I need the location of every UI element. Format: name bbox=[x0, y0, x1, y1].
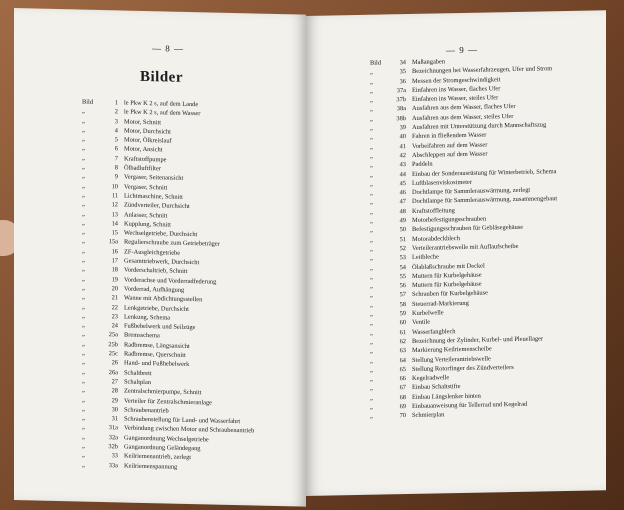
item-prefix: „ bbox=[370, 96, 373, 104]
item-prefix: „ bbox=[370, 329, 373, 337]
figure-number: 4 bbox=[114, 127, 118, 135]
figure-caption: Lenkgetriebe, Durchsicht bbox=[124, 304, 189, 313]
item-prefix: Bild bbox=[82, 98, 94, 106]
item-prefix: „ bbox=[82, 461, 85, 469]
item-prefix: „ bbox=[82, 312, 85, 320]
figure-caption: ZF-Ausgleichgetriebe bbox=[124, 248, 181, 257]
figure-caption: Leitbleche bbox=[412, 253, 439, 262]
item-prefix: „ bbox=[370, 106, 373, 114]
page-number: — 8 — bbox=[152, 43, 184, 54]
figure-number: 46 bbox=[399, 189, 406, 197]
figure-caption: le Pkw K 2 s, auf dem Wasser bbox=[124, 108, 201, 118]
figure-caption: Ölbadluftfilter bbox=[124, 164, 161, 173]
figure-number: 61 bbox=[399, 328, 406, 336]
figure-caption: Wasserfangblech bbox=[412, 327, 456, 336]
item-prefix: „ bbox=[370, 403, 373, 411]
figure-number: 27 bbox=[111, 378, 118, 386]
figure-caption: Kurbelwelle bbox=[412, 309, 444, 317]
figure-caption: Abschleppen auf dem Wasser bbox=[412, 150, 488, 159]
item-prefix: „ bbox=[82, 210, 85, 218]
figure-number: 51 bbox=[399, 235, 406, 243]
item-prefix: „ bbox=[82, 451, 85, 459]
item-prefix: „ bbox=[370, 273, 373, 281]
figure-caption: Ausfahren aus dem Wasser, steiles Ufer bbox=[412, 112, 514, 122]
item-prefix: „ bbox=[82, 191, 85, 199]
item-prefix: „ bbox=[370, 292, 373, 300]
page-number: — 9 — bbox=[446, 44, 478, 56]
figure-number: 10 bbox=[111, 182, 118, 191]
item-prefix: „ bbox=[82, 396, 85, 404]
figure-caption: Vorbeifahren auf dem Wasser bbox=[412, 141, 488, 150]
item-prefix: „ bbox=[82, 182, 85, 190]
figure-number: 55 bbox=[399, 272, 406, 281]
figure-number: 49 bbox=[399, 217, 406, 225]
item-prefix: „ bbox=[82, 172, 85, 180]
figure-caption: Markierung Keilriemenscheibe bbox=[412, 345, 492, 355]
figure-caption: Wanne mit Abdichtungsstellen bbox=[124, 294, 203, 304]
figure-number: 25a bbox=[108, 331, 118, 339]
item-prefix: „ bbox=[370, 254, 373, 263]
figure-number: 19 bbox=[111, 275, 118, 284]
figure-number: 12 bbox=[111, 201, 118, 209]
figure-number: 11 bbox=[111, 192, 118, 200]
item-prefix: „ bbox=[370, 143, 373, 151]
figure-number: 25c bbox=[108, 350, 118, 358]
figure-number: 53 bbox=[399, 254, 406, 262]
figure-list bbox=[82, 98, 292, 475]
item-prefix: „ bbox=[82, 247, 85, 255]
figure-caption: Kraftstoffpumpe bbox=[124, 155, 167, 164]
figure-number: 31 bbox=[111, 415, 118, 423]
item-prefix: „ bbox=[82, 126, 85, 134]
figure-number: 8 bbox=[114, 164, 118, 172]
figure-number: 38b bbox=[396, 114, 406, 123]
figure-caption: Ausfahren aus dem Wasser, flaches Ufer bbox=[412, 103, 516, 113]
figure-number: 14 bbox=[111, 220, 118, 228]
item-prefix: „ bbox=[370, 338, 373, 346]
item-prefix: „ bbox=[82, 265, 85, 273]
item-prefix: „ bbox=[82, 135, 85, 143]
item-prefix: „ bbox=[82, 154, 85, 162]
figure-caption: Kraftstoffleitung bbox=[412, 206, 455, 215]
figure-caption: Einbau der Sonderausrüstung für Winterbetrieb, Schema bbox=[412, 167, 557, 178]
figure-number: 69 bbox=[399, 403, 406, 411]
figure-caption: Ventile bbox=[412, 318, 431, 327]
item-prefix: „ bbox=[82, 163, 85, 171]
figure-caption: Einfahren ins Wasser, flaches Ufer bbox=[412, 85, 501, 94]
figure-caption: Stellung Verteilerantriebswelle bbox=[412, 354, 491, 364]
item-prefix: „ bbox=[82, 256, 85, 264]
figure-number: 22 bbox=[111, 303, 118, 311]
figure-caption: Motor, Schnitt bbox=[124, 118, 162, 126]
item-prefix: „ bbox=[370, 394, 373, 402]
figure-caption: Radbremse, Querschnitt bbox=[124, 350, 186, 359]
figure-caption: Maßangaben bbox=[412, 58, 446, 66]
figure-number: 34 bbox=[399, 59, 406, 67]
right-page bbox=[306, 10, 606, 496]
figure-number: 2 bbox=[114, 108, 118, 116]
figure-caption: Kegelradwelle bbox=[412, 374, 450, 383]
item-prefix: „ bbox=[370, 375, 373, 383]
figure-number: 41 bbox=[399, 142, 406, 150]
figure-caption: le Pkw K 2 s, auf dem Lande bbox=[124, 99, 199, 109]
figure-number: 15a bbox=[108, 238, 118, 246]
item-prefix: „ bbox=[82, 405, 85, 413]
figure-number: 37b bbox=[396, 96, 406, 104]
figure-number: 57 bbox=[399, 291, 406, 299]
figure-caption: Befestigungsschrauben für Gebläsegehäuse bbox=[412, 224, 524, 234]
figure-caption: Zündverteiler, Durchsicht bbox=[124, 201, 190, 211]
figure-number: 65 bbox=[399, 365, 406, 373]
figure-number: 26a bbox=[108, 368, 118, 376]
item-prefix: „ bbox=[82, 358, 85, 366]
figure-caption: Einbauanweisung für Tellerrad und Kegelrad bbox=[412, 400, 528, 410]
figure-caption: Ausfahren mit Unterstützung durch Mannschaftszug bbox=[412, 121, 547, 132]
item-prefix: „ bbox=[370, 282, 373, 290]
item-prefix: „ bbox=[370, 245, 373, 253]
figure-caption: Lichtmaschine, Schnitt bbox=[124, 192, 183, 201]
figure-caption: Wechselgetriebe, Durchsicht bbox=[124, 229, 198, 239]
figure-caption: Steuerrad-Markierung bbox=[412, 299, 469, 308]
item-prefix: „ bbox=[370, 366, 373, 374]
figure-number: 63 bbox=[399, 347, 406, 355]
figure-caption: Schmierplan bbox=[412, 411, 445, 420]
item-prefix: „ bbox=[370, 78, 373, 86]
figure-number: 1 bbox=[114, 99, 118, 107]
figure-number: 70 bbox=[399, 412, 406, 420]
item-prefix: „ bbox=[82, 145, 85, 153]
item-prefix: „ bbox=[82, 423, 85, 431]
section-heading: Bilder bbox=[140, 68, 183, 86]
figure-caption: Gesamttriebwerk, Durchsicht bbox=[124, 257, 200, 267]
figure-caption: Vorderschaltrieb, Schnitt bbox=[124, 266, 188, 276]
figure-number: 47 bbox=[399, 198, 406, 206]
item-prefix: „ bbox=[370, 189, 373, 197]
figure-number: 26 bbox=[111, 359, 118, 367]
item-prefix: „ bbox=[82, 321, 85, 329]
figure-number: 15 bbox=[111, 229, 118, 237]
figure-number: 32a bbox=[108, 433, 118, 442]
figure-caption: Fahren in fließendem Wasser bbox=[412, 131, 487, 141]
figure-number: 40 bbox=[399, 133, 406, 141]
item-prefix: „ bbox=[82, 219, 85, 227]
item-prefix: „ bbox=[82, 228, 85, 236]
figure-number: 24 bbox=[111, 322, 118, 330]
figure-caption: Vorderrad, Aufhängung bbox=[124, 285, 185, 294]
figure-caption: Schaltplan bbox=[124, 378, 151, 387]
figure-number: 25b bbox=[108, 340, 118, 349]
figure-caption: Dochtlampe für Sammlerauswärmung, zusammengebaut bbox=[412, 195, 558, 206]
item-prefix: „ bbox=[370, 264, 373, 272]
figure-number: 17 bbox=[111, 257, 118, 265]
figure-caption: Luftblasenviskosimeter bbox=[412, 178, 472, 187]
figure-number: 48 bbox=[399, 207, 406, 215]
item-prefix: „ bbox=[370, 124, 373, 132]
figure-number: 30 bbox=[111, 406, 118, 414]
item-prefix: „ bbox=[370, 171, 373, 179]
figure-number: 6 bbox=[114, 145, 118, 153]
figure-number: 38a bbox=[396, 105, 406, 113]
item-prefix: „ bbox=[82, 414, 85, 422]
figure-caption: Einfahren ins Wasser, steiles Ufer bbox=[412, 94, 499, 104]
figure-number: 5 bbox=[114, 136, 118, 144]
item-prefix: „ bbox=[82, 303, 85, 311]
figure-caption: Schraubenstellung für Land- und Wasserfahrt bbox=[124, 415, 241, 426]
figure-caption: Paddeln bbox=[412, 160, 433, 169]
figure-number: 33a bbox=[108, 461, 118, 469]
item-prefix: „ bbox=[82, 377, 85, 385]
item-prefix: „ bbox=[370, 134, 373, 142]
item-prefix: „ bbox=[370, 217, 373, 225]
item-prefix: „ bbox=[370, 161, 373, 170]
item-prefix: „ bbox=[82, 293, 85, 301]
figure-list bbox=[370, 54, 600, 421]
figure-number: 21 bbox=[111, 294, 118, 302]
item-prefix: „ bbox=[370, 320, 373, 328]
figure-number: 68 bbox=[399, 393, 406, 401]
figure-caption: Einbau Schaltstifte bbox=[412, 383, 461, 392]
figure-number: 32b bbox=[108, 443, 118, 451]
item-prefix: „ bbox=[82, 340, 85, 348]
figure-number: 43 bbox=[399, 161, 406, 169]
item-prefix: „ bbox=[370, 412, 373, 421]
item-prefix: „ bbox=[370, 357, 373, 365]
figure-number: 9 bbox=[114, 173, 118, 181]
figure-number: 59 bbox=[399, 310, 406, 318]
item-prefix: „ bbox=[82, 433, 85, 441]
figure-caption: Muttern für Kurbelgehäuse bbox=[412, 280, 482, 290]
figure-caption: Verteilerantriebswelle mit Auflaufscheibe bbox=[412, 242, 519, 252]
figure-number: 66 bbox=[399, 375, 406, 383]
figure-number: 52 bbox=[399, 245, 406, 253]
figure-caption: Lenkung, Schema bbox=[124, 313, 171, 322]
item-prefix: „ bbox=[370, 69, 373, 77]
figure-number: 3 bbox=[114, 117, 118, 125]
figure-caption: Motorabdeckblech bbox=[412, 234, 460, 243]
figure-number: 35 bbox=[399, 68, 406, 76]
figure-caption: Vergaser, Schnitt bbox=[124, 183, 168, 192]
figure-number: 60 bbox=[399, 319, 406, 327]
figure-number: 44 bbox=[399, 170, 406, 178]
figure-caption: Schrauben für Kurbelgehäuse bbox=[412, 289, 488, 299]
figure-caption: Motorbefestigungsschrauben bbox=[412, 215, 487, 225]
figure-number: 33 bbox=[111, 452, 118, 460]
figure-number: 37a bbox=[396, 86, 406, 95]
figure-caption: Bezeichnungen bei Wasserfahrzeugen, Ufer und Strom bbox=[412, 65, 553, 76]
figure-number: 64 bbox=[399, 356, 406, 364]
item-prefix: „ bbox=[82, 368, 85, 376]
item-prefix: „ bbox=[370, 301, 373, 309]
figure-caption: Messen der Stromgeschwindigkeit bbox=[412, 75, 501, 85]
figure-number: 29 bbox=[111, 396, 118, 404]
figure-number: 62 bbox=[399, 337, 406, 346]
figure-number: 39 bbox=[399, 124, 406, 132]
figure-number: 67 bbox=[399, 384, 406, 392]
item-prefix: Bild bbox=[370, 59, 382, 67]
figure-caption: Einbau Längslenker hinten bbox=[412, 392, 481, 401]
item-prefix: „ bbox=[370, 208, 373, 216]
item-prefix: „ bbox=[82, 349, 85, 357]
figure-caption: Vergaser, Seitenansicht bbox=[124, 173, 184, 183]
figure-caption: Keilriemenspannung bbox=[124, 462, 178, 471]
figure-caption: Stellung Rotorfinger des Zündverteilers bbox=[412, 363, 514, 373]
item-prefix: „ bbox=[370, 115, 373, 123]
item-prefix: „ bbox=[370, 310, 373, 318]
figure-number: 50 bbox=[399, 226, 406, 234]
left-page bbox=[14, 8, 306, 507]
item-prefix: „ bbox=[82, 330, 85, 339]
item-prefix: „ bbox=[370, 152, 373, 160]
item-prefix: „ bbox=[82, 107, 85, 115]
figure-caption: Kupplung, Schnitt bbox=[124, 220, 171, 229]
item-prefix: „ bbox=[370, 227, 373, 235]
figure-caption: Verbindung zwischen Motor und Schraubenantrieb bbox=[124, 424, 255, 435]
figure-caption: Bremsschema bbox=[124, 331, 160, 340]
figure-number: 42 bbox=[399, 152, 406, 160]
figure-number: 58 bbox=[399, 300, 406, 308]
figure-caption: Motor, Ölkreislauf bbox=[124, 136, 172, 145]
item-prefix: „ bbox=[82, 386, 85, 394]
item-prefix: „ bbox=[370, 199, 373, 207]
item-prefix: „ bbox=[370, 180, 373, 188]
item-prefix: „ bbox=[370, 347, 373, 355]
figure-caption: Hand- und Fußhebelwerk bbox=[124, 359, 190, 369]
figure-caption: Zentralschmierpumpe, Schnitt bbox=[124, 387, 202, 397]
figure-caption: Dochtlampe für Sammlerauswärmung, zerlegt bbox=[412, 186, 531, 197]
figure-number: 54 bbox=[399, 263, 406, 271]
figure-number: 45 bbox=[399, 179, 406, 188]
figure-caption: Schraubenantrieb bbox=[124, 406, 169, 415]
figure-caption: Motor, Ansicht bbox=[124, 145, 163, 154]
figure-number: 23 bbox=[111, 313, 118, 321]
item-prefix: „ bbox=[82, 284, 85, 292]
figure-number: 18 bbox=[111, 266, 118, 274]
figure-caption: Motor, Durchsicht bbox=[124, 127, 171, 136]
figure-caption: Fußbebelwerk und Seilzüge bbox=[124, 322, 196, 332]
item-prefix: „ bbox=[82, 200, 85, 208]
item-prefix: „ bbox=[82, 117, 85, 125]
figure-number: 36 bbox=[399, 77, 406, 85]
figure-caption: Ganganordnung Geländegang bbox=[124, 443, 201, 453]
item-prefix: „ bbox=[370, 385, 373, 393]
item-prefix: „ bbox=[370, 87, 373, 95]
item-prefix: „ bbox=[370, 236, 373, 244]
figure-caption: Schaltbrett bbox=[124, 369, 152, 377]
figure-caption: Bezeichnung der Zylinder, Kurbel- und Pleuellager bbox=[412, 335, 544, 345]
figure-caption: Verteiler für Zentralschmieranlage bbox=[124, 396, 213, 406]
figure-number: 31a bbox=[108, 424, 118, 432]
figure-caption: Keilriemenantrieb, zerlegt bbox=[124, 452, 192, 462]
figure-caption: Regulierschraube zum Getriebeträger bbox=[124, 238, 220, 249]
figure-caption: Ölablaßschraube mit Deckel bbox=[412, 262, 485, 271]
item-prefix: „ bbox=[82, 275, 85, 283]
figure-caption: Anlasser, Schnitt bbox=[124, 211, 168, 220]
figure-caption: Vorderachse und Vorderradfederung bbox=[124, 276, 217, 286]
item-prefix: „ bbox=[82, 442, 85, 450]
item-prefix: „ bbox=[82, 237, 85, 246]
figure-number: 7 bbox=[114, 155, 118, 163]
figure-caption: Ganganordnung Wechselgetriebe bbox=[124, 434, 209, 444]
figure-number: 28 bbox=[111, 387, 118, 395]
figure-number: 16 bbox=[111, 247, 118, 256]
figure-number: 56 bbox=[399, 282, 406, 290]
figure-number: 13 bbox=[111, 210, 118, 218]
figure-caption: Radbremse, Längsansicht bbox=[124, 341, 190, 350]
figure-caption: Muttern für Kurbelgehäuse bbox=[412, 271, 482, 280]
figure-number: 20 bbox=[111, 285, 118, 293]
